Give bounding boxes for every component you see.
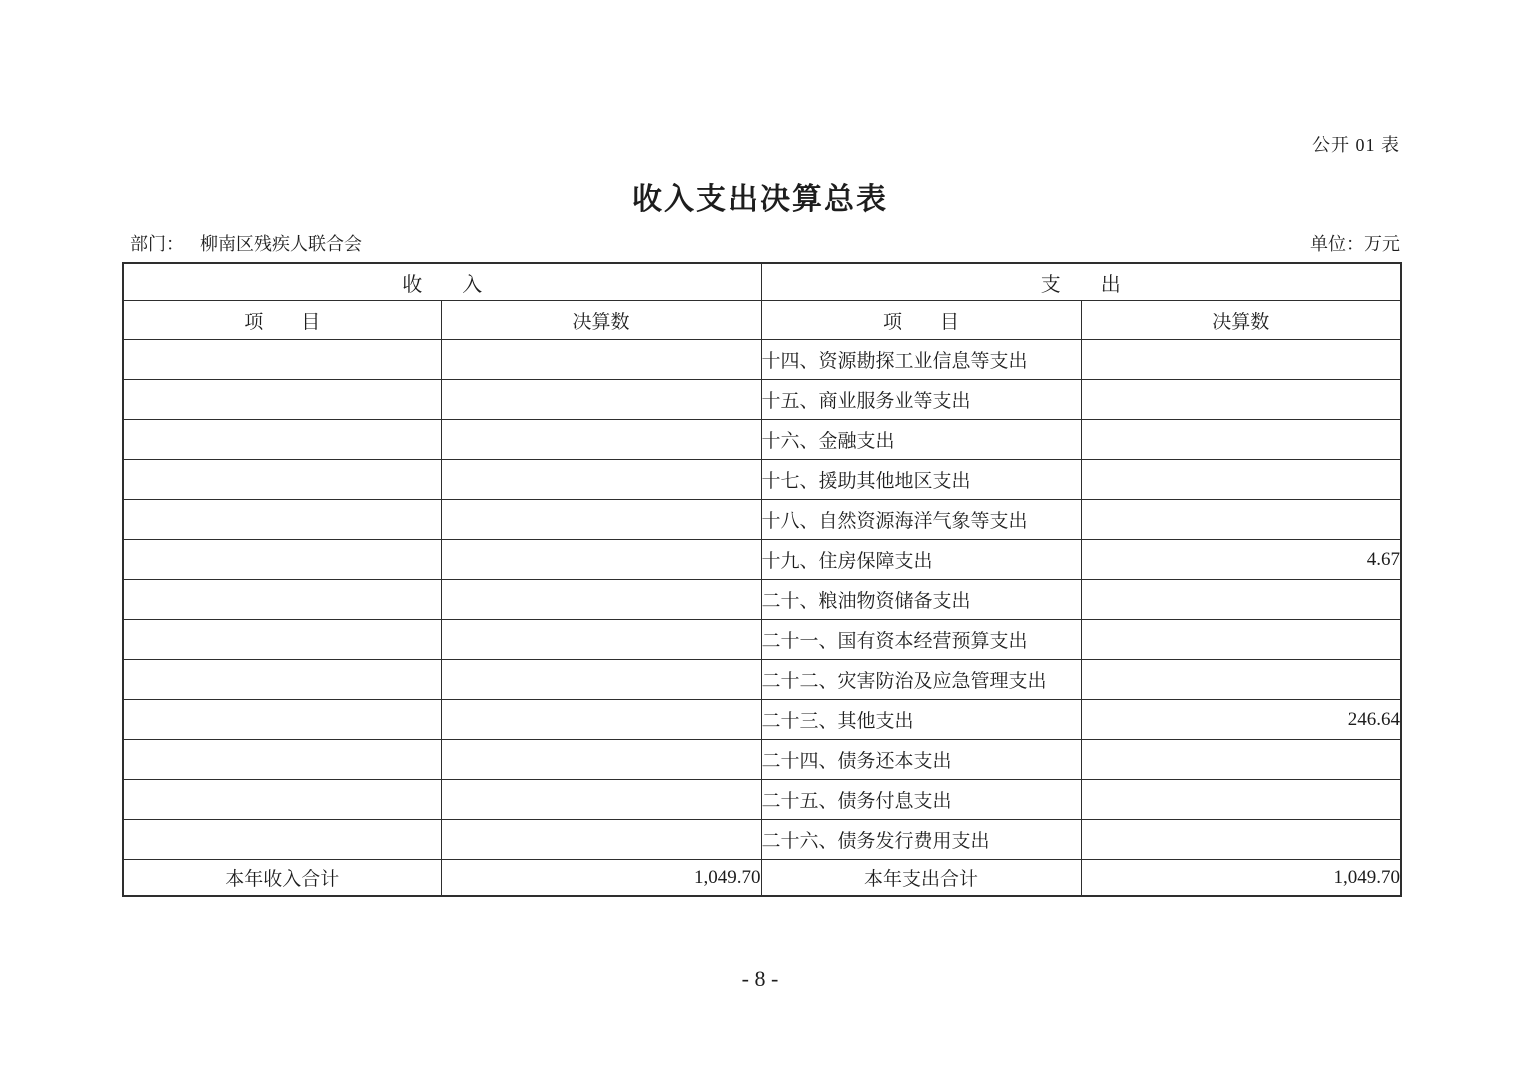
expense-amount-cell	[1081, 580, 1401, 620]
table-row	[123, 380, 1401, 420]
expense-item-column-header: 项 目	[761, 301, 1081, 340]
income-amount-cell	[441, 340, 761, 380]
income-item-cell	[123, 700, 441, 740]
table-row	[123, 580, 1401, 620]
income-amount-cell	[441, 420, 761, 460]
column-header-row	[123, 301, 1401, 340]
expense-amount-cell	[1081, 500, 1401, 540]
unit-note: 单位：万元	[1310, 234, 1400, 254]
expense-item-cell: 二十一、国有资本经营预算支出	[761, 620, 1081, 660]
page-number: - 8 -	[741, 966, 779, 991]
table-row	[123, 820, 1401, 860]
expense-item-cell: 十五、商业服务业等支出	[761, 380, 1081, 420]
expense-item-cell: 二十、粮油物资储备支出	[761, 580, 1081, 620]
expense-total-amount: 1,049.70	[1081, 860, 1401, 897]
table-row	[123, 660, 1401, 700]
expense-item-cell: 十九、住房保障支出	[761, 540, 1081, 580]
section-header-row	[123, 263, 1401, 301]
expense-item-cell: 二十五、债务付息支出	[761, 780, 1081, 820]
table-row	[123, 460, 1401, 500]
income-amount-cell	[441, 820, 761, 860]
income-item-cell	[123, 580, 441, 620]
total-row	[123, 860, 1401, 897]
department-name: 柳南区残疾人联合会	[200, 234, 362, 254]
meta-row	[130, 230, 1400, 256]
table-row	[123, 340, 1401, 380]
expense-amount-cell	[1081, 620, 1401, 660]
income-amount-cell	[441, 540, 761, 580]
table-row	[123, 740, 1401, 780]
expense-item-cell: 二十三、其他支出	[761, 700, 1081, 740]
expense-amount-cell	[1081, 420, 1401, 460]
expense-amount-cell	[1081, 740, 1401, 780]
expense-amount-cell	[1081, 380, 1401, 420]
department-line	[130, 230, 362, 256]
expense-item-cell: 二十六、债务发行费用支出	[761, 820, 1081, 860]
income-amount-cell	[441, 380, 761, 420]
expense-item-cell: 十七、援助其他地区支出	[761, 460, 1081, 500]
table-row	[123, 540, 1401, 580]
expense-amount-cell	[1081, 780, 1401, 820]
expense-item-cell: 十六、金融支出	[761, 420, 1081, 460]
income-amount-cell	[441, 660, 761, 700]
income-section-header: 收 入	[123, 263, 761, 301]
income-total-amount: 1,049.70	[441, 860, 761, 897]
income-item-column-header: 项 目	[123, 301, 441, 340]
expense-item-cell: 二十二、灾害防治及应急管理支出	[761, 660, 1081, 700]
income-item-cell	[123, 540, 441, 580]
expense-amount-cell	[1081, 660, 1401, 700]
income-amount-cell	[441, 460, 761, 500]
income-item-cell	[123, 340, 441, 380]
income-amount-cell	[441, 700, 761, 740]
income-item-cell	[123, 780, 441, 820]
table-row	[123, 420, 1401, 460]
doc-tag: 公开 01 表	[1312, 135, 1400, 155]
income-item-cell	[123, 500, 441, 540]
income-amount-cell	[441, 780, 761, 820]
department-label: 部门：	[130, 234, 184, 254]
page-title: 收入支出决算总表	[632, 183, 888, 216]
income-item-cell	[123, 380, 441, 420]
income-item-cell	[123, 660, 441, 700]
income-total-label: 本年收入合计	[123, 860, 441, 897]
income-item-cell	[123, 820, 441, 860]
income-item-cell	[123, 460, 441, 500]
expense-amount-cell: 4.67	[1081, 540, 1401, 580]
income-amount-cell	[441, 500, 761, 540]
expense-item-cell: 二十四、债务还本支出	[761, 740, 1081, 780]
income-amount-column-header: 决算数	[441, 301, 761, 340]
expense-amount-column-header: 决算数	[1081, 301, 1401, 340]
expense-amount-cell	[1081, 340, 1401, 380]
expense-amount-cell: 246.64	[1081, 700, 1401, 740]
income-item-cell	[123, 420, 441, 460]
table-row	[123, 620, 1401, 660]
expense-amount-cell	[1081, 460, 1401, 500]
expense-section-header: 支 出	[761, 263, 1401, 301]
income-item-cell	[123, 620, 441, 660]
expense-amount-cell	[1081, 820, 1401, 860]
income-amount-cell	[441, 620, 761, 660]
income-item-cell	[123, 740, 441, 780]
expense-item-cell: 十四、资源勘探工业信息等支出	[761, 340, 1081, 380]
table-row	[123, 700, 1401, 740]
final-accounts-table	[122, 262, 1402, 897]
table-row	[123, 500, 1401, 540]
income-amount-cell	[441, 580, 761, 620]
table-row	[123, 780, 1401, 820]
income-amount-cell	[441, 740, 761, 780]
expense-item-cell: 十八、自然资源海洋气象等支出	[761, 500, 1081, 540]
expense-total-label: 本年支出合计	[761, 860, 1081, 897]
